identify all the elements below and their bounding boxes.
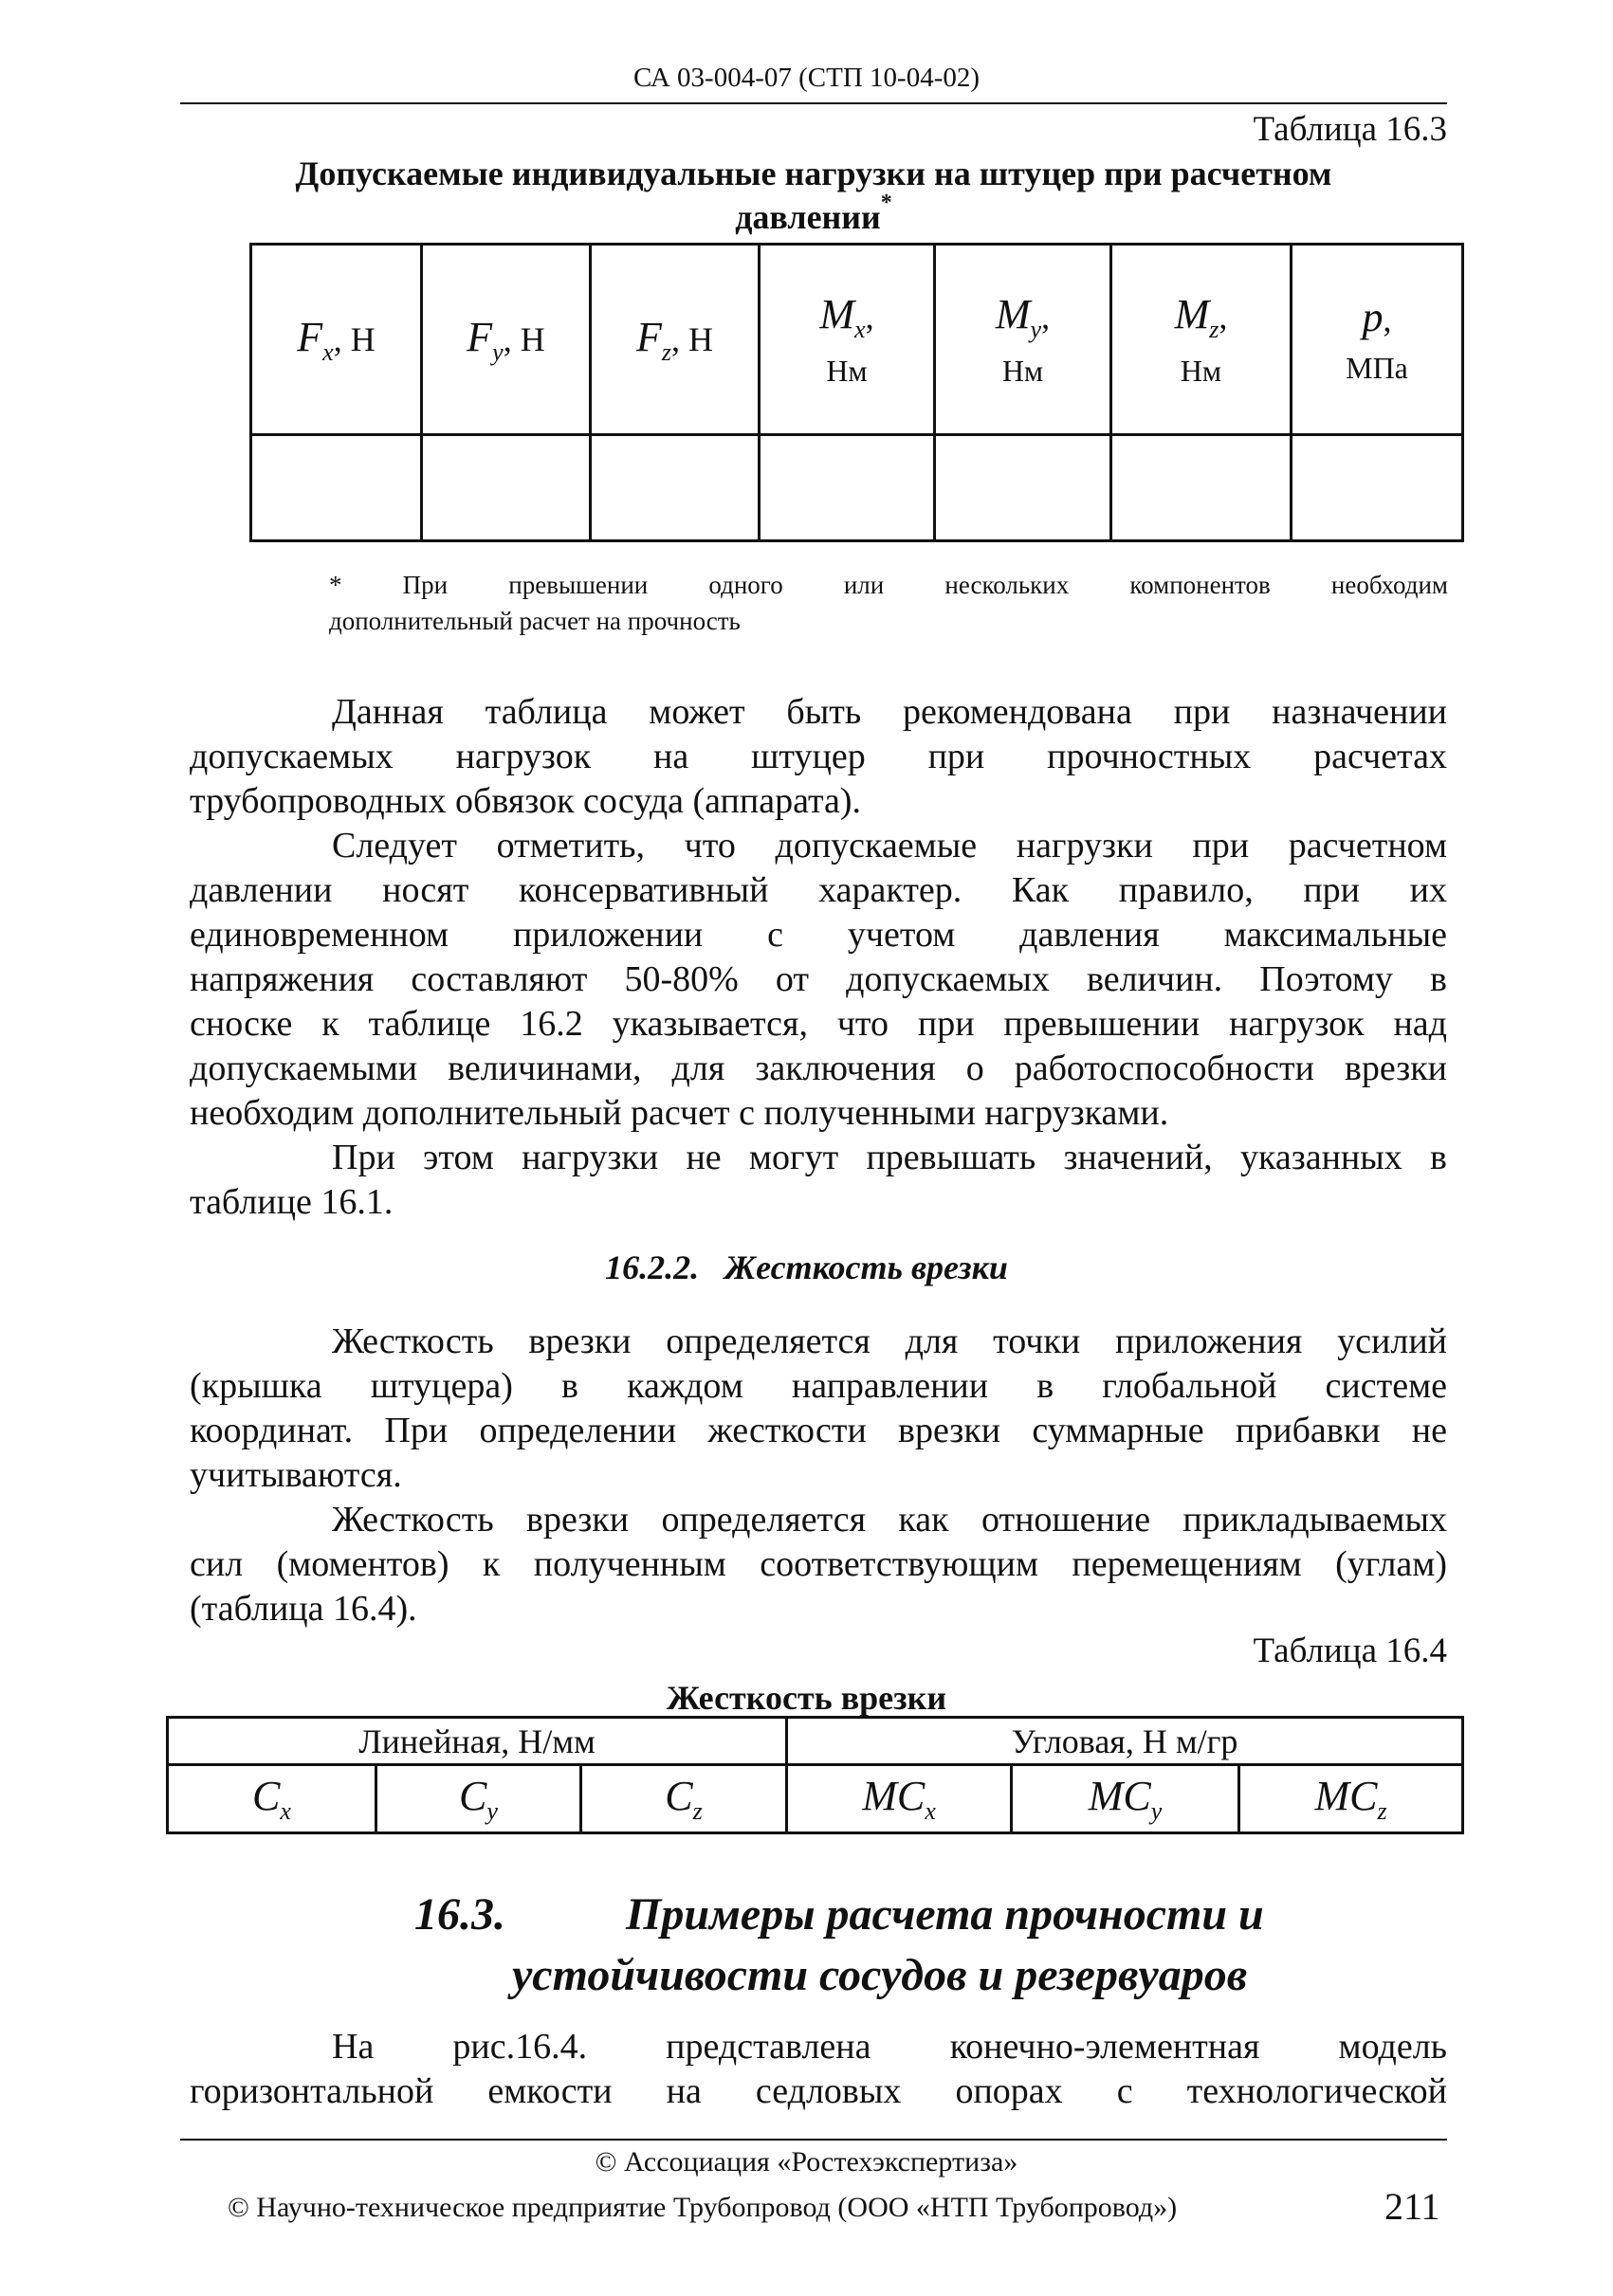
table-cell	[591, 435, 760, 541]
document-code: СА 03-004-07 (СТП 10-04-02)	[632, 63, 981, 93]
table-16-3-title	[180, 152, 1447, 244]
table-cell	[935, 435, 1111, 541]
col-mcx: MCx	[787, 1765, 1012, 1833]
table-cell	[422, 435, 591, 541]
header-fx: Fx, Н	[251, 245, 422, 435]
col-mcz: MCz	[1239, 1765, 1463, 1833]
section-title-line2: устойчивости сосудов и резервуаров	[512, 1950, 1248, 2000]
group-linear: Линейная, Н/мм	[168, 1718, 787, 1765]
header-mx: Mx, Нм	[760, 245, 935, 435]
table-cell	[760, 435, 935, 541]
table-cell	[1111, 435, 1292, 541]
table-16-3-footnote: * При превышении одного или нескольких компонентов необходим дополнительный расчет на прочность	[329, 571, 1448, 635]
header-p: p, МПа	[1292, 245, 1463, 435]
subsection-heading: 16.2.2. Жесткость врезки	[605, 1248, 1008, 1286]
col-mcy: MCy	[1012, 1765, 1239, 1833]
header-rule	[180, 102, 1447, 104]
header-fy: Fy, Н	[422, 245, 591, 435]
col-cy: Cy	[376, 1765, 581, 1833]
header-my: My, Нм	[935, 245, 1111, 435]
paragraph-3: При этом нагрузки не могут превышать значений, указанных в таблице 16.1.	[190, 1138, 1447, 1222]
table-cell	[251, 435, 422, 541]
table-16-3-header-row	[251, 245, 1463, 435]
table-16-4-group-row	[168, 1718, 1463, 1765]
page-number: 211	[1384, 2185, 1440, 2228]
table-16-3-empty-row	[251, 435, 1463, 541]
section-heading	[0, 1885, 1613, 2006]
col-cx: Cx	[168, 1765, 376, 1833]
paragraph-1: Данная таблица может быть рекомендована при назначении допускаемых нагрузок на штуцер при прочностных расчетах трубопроводных обвязок сосуда (аппарата).	[190, 692, 1447, 821]
header-mz: Mz, Нм	[1111, 245, 1292, 435]
paragraph-6: На рис.16.4. представлена конечно-элементная модель горизонтальной емкости на седловых опорах с технологической	[190, 2027, 1447, 2111]
table-16-3-title-line2: давлении*	[735, 191, 892, 236]
section-number: 16.3.	[414, 1889, 505, 1940]
col-cz: Cz	[581, 1765, 787, 1833]
table-16-4-title: Жесткость врезки	[666, 1679, 947, 1717]
paragraph-2: Следует отметить, что допускаемые нагрузки при расчетном давлении носят консервативный характер. Как правило, при их единовременном приложении с учетом давления максимальные напряжения составляют 50-80% от допускаемых величин. Поэтому в сноске к таблице 16.2 указывается, что при превышении нагрузок над допускаемыми величинами, для заключения о работоспособности врезки необходим дополнительный расчет с полученными нагрузками.	[190, 826, 1447, 1133]
footer-copyright-1: © Ассоциация «Ростехэкспертиза»	[595, 2146, 1018, 2178]
footer-copyright-2: © Научно-техническое предприятие Трубопровод (ООО «НТП Трубопровод»)	[228, 2192, 1178, 2223]
paragraph-4: Жесткость врезки определяется для точки приложения усилий (крышка штуцера) в каждом направлении в глобальной системе координат. При определении жесткости врезки суммарные прибавки не учитываются.	[190, 1321, 1447, 1495]
paragraph-5: Жесткость врезки определяется как отношение прикладываемых сил (моментов) к полученным соответствующим перемещениям (углам) (таблица 16.4).	[190, 1500, 1447, 1629]
table-16-4-label: Таблица 16.4	[1253, 1631, 1447, 1670]
footnote-star: *	[880, 191, 892, 215]
table-16-4-symbol-row	[168, 1765, 1463, 1833]
footer-rule	[180, 2139, 1447, 2141]
header-fz: Fz, Н	[591, 245, 760, 435]
table-16-3	[249, 243, 1464, 542]
table-16-4	[166, 1716, 1464, 1834]
group-angular: Угловая, Н м/гр	[787, 1718, 1463, 1765]
table-16-3-label: Таблица 16.3	[1253, 110, 1447, 149]
table-16-3-title-line1: Допускаемые индивидуальные нагрузки на штуцер при расчетном	[295, 155, 1332, 192]
table-cell	[1292, 435, 1463, 541]
section-title-line1: Примеры расчета прочности и	[626, 1889, 1264, 1940]
